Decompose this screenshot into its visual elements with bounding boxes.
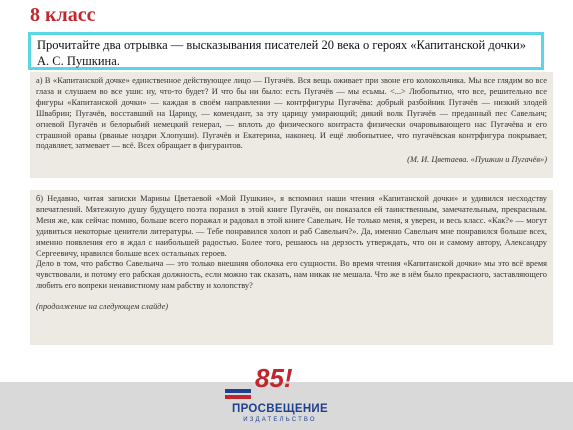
logo-publisher-name: ПРОСВЕЩЕНИЕ [232, 403, 328, 415]
task-text: Прочитайте два отрывка — высказывания писателей 20 века о героях «Капитанской дочки» А. С. Пушкина. [37, 38, 526, 68]
task-box [28, 32, 544, 70]
continuation-note: (продолжение на следующем слайде) [36, 302, 169, 312]
publisher-logo [225, 363, 335, 427]
excerpt-b-panel [30, 190, 553, 345]
excerpt-b-text-2: Дело в том, что рабство Савельича — это только внешняя оболочка его сущности. Во время чтения «Капитанской дочки» мы это всё время чувствовали, и потому его рабская должность, если можно так сказать, нам никак не мешала. Что же в нём было прекрасного, заставляющего любить его вопреки ненавистному нам рабству и холопству? [36, 259, 547, 291]
logo-publisher-subtitle: ИЗДАТЕЛЬСТВО [243, 417, 317, 423]
logo-anniversary-number: 85! [255, 363, 293, 393]
excerpt-a-text: а) В «Капитанской дочке» единственное действующее лицо — Пугачёв. Вся вещь оживает при звоне его колокольчика. Мы все глядим во все глаза и слушаем во все уши: ну, что-то будет? И что бы ни было: есть Пугачёв — мы есьмы. <...> Любопытно, что все, решительно все фигуры «Капитанской дочки» — каждая в своём направлении — контрфигуры Пугачёва: добрый разбойник Пугачёв — низкий злодей Швабрин; Пугачёв, восставший на Царицу, — комендант, за эту царицу умирающий; дикий волк Пугачёв — преданный пес Савельич; огневой Пугачёв и белорыбий немецкий генерал, — вплоть до физического контраста физически очаровывающего нас Пугачёва и его страшной оравы (рваные ноздри Хлопуши). Пугачёв и Екатерина, наконец. И ещё любопытнее, что пугачёвская контрфигура покрывает, подавляет, затмевает — всё. Всех обращает в фигурантов. [36, 76, 547, 151]
excerpt-a-panel [30, 72, 553, 178]
excerpt-b-text: б) Недавно, читая записки Марины Цветаевой «Мой Пушкин», я вспомнил наши чтения «Капитанской дочки» и удивился несходству впечатлений. Мятежную душу будущего поэта поразил в этой книге Пугачёв, он показался ей таинственным, замечательным, прекрасным. Меня же, как сейчас помню, больше всего поражал и радовал в этой книге Савельич. Не только меня, я уверен, и весь класс. «Как?» — могут удивиться некоторые ценители литературы. — Тебе понравился холоп и раб Савельич?». Да, именно Савельич мне понравился больше всех, именно появления его я ждал с наибольшей радостью. Более того, решаюсь на дерзость утверждать, что он и самому автору, Александру Сергеевичу, нравился больше всех остальных героев. [36, 194, 547, 258]
grade-title: 8 класс [30, 4, 96, 26]
logo-flag-icon [225, 387, 251, 403]
excerpt-a-source: (М. И. Цветаева. «Пушкин и Пугачёв») [407, 155, 547, 165]
